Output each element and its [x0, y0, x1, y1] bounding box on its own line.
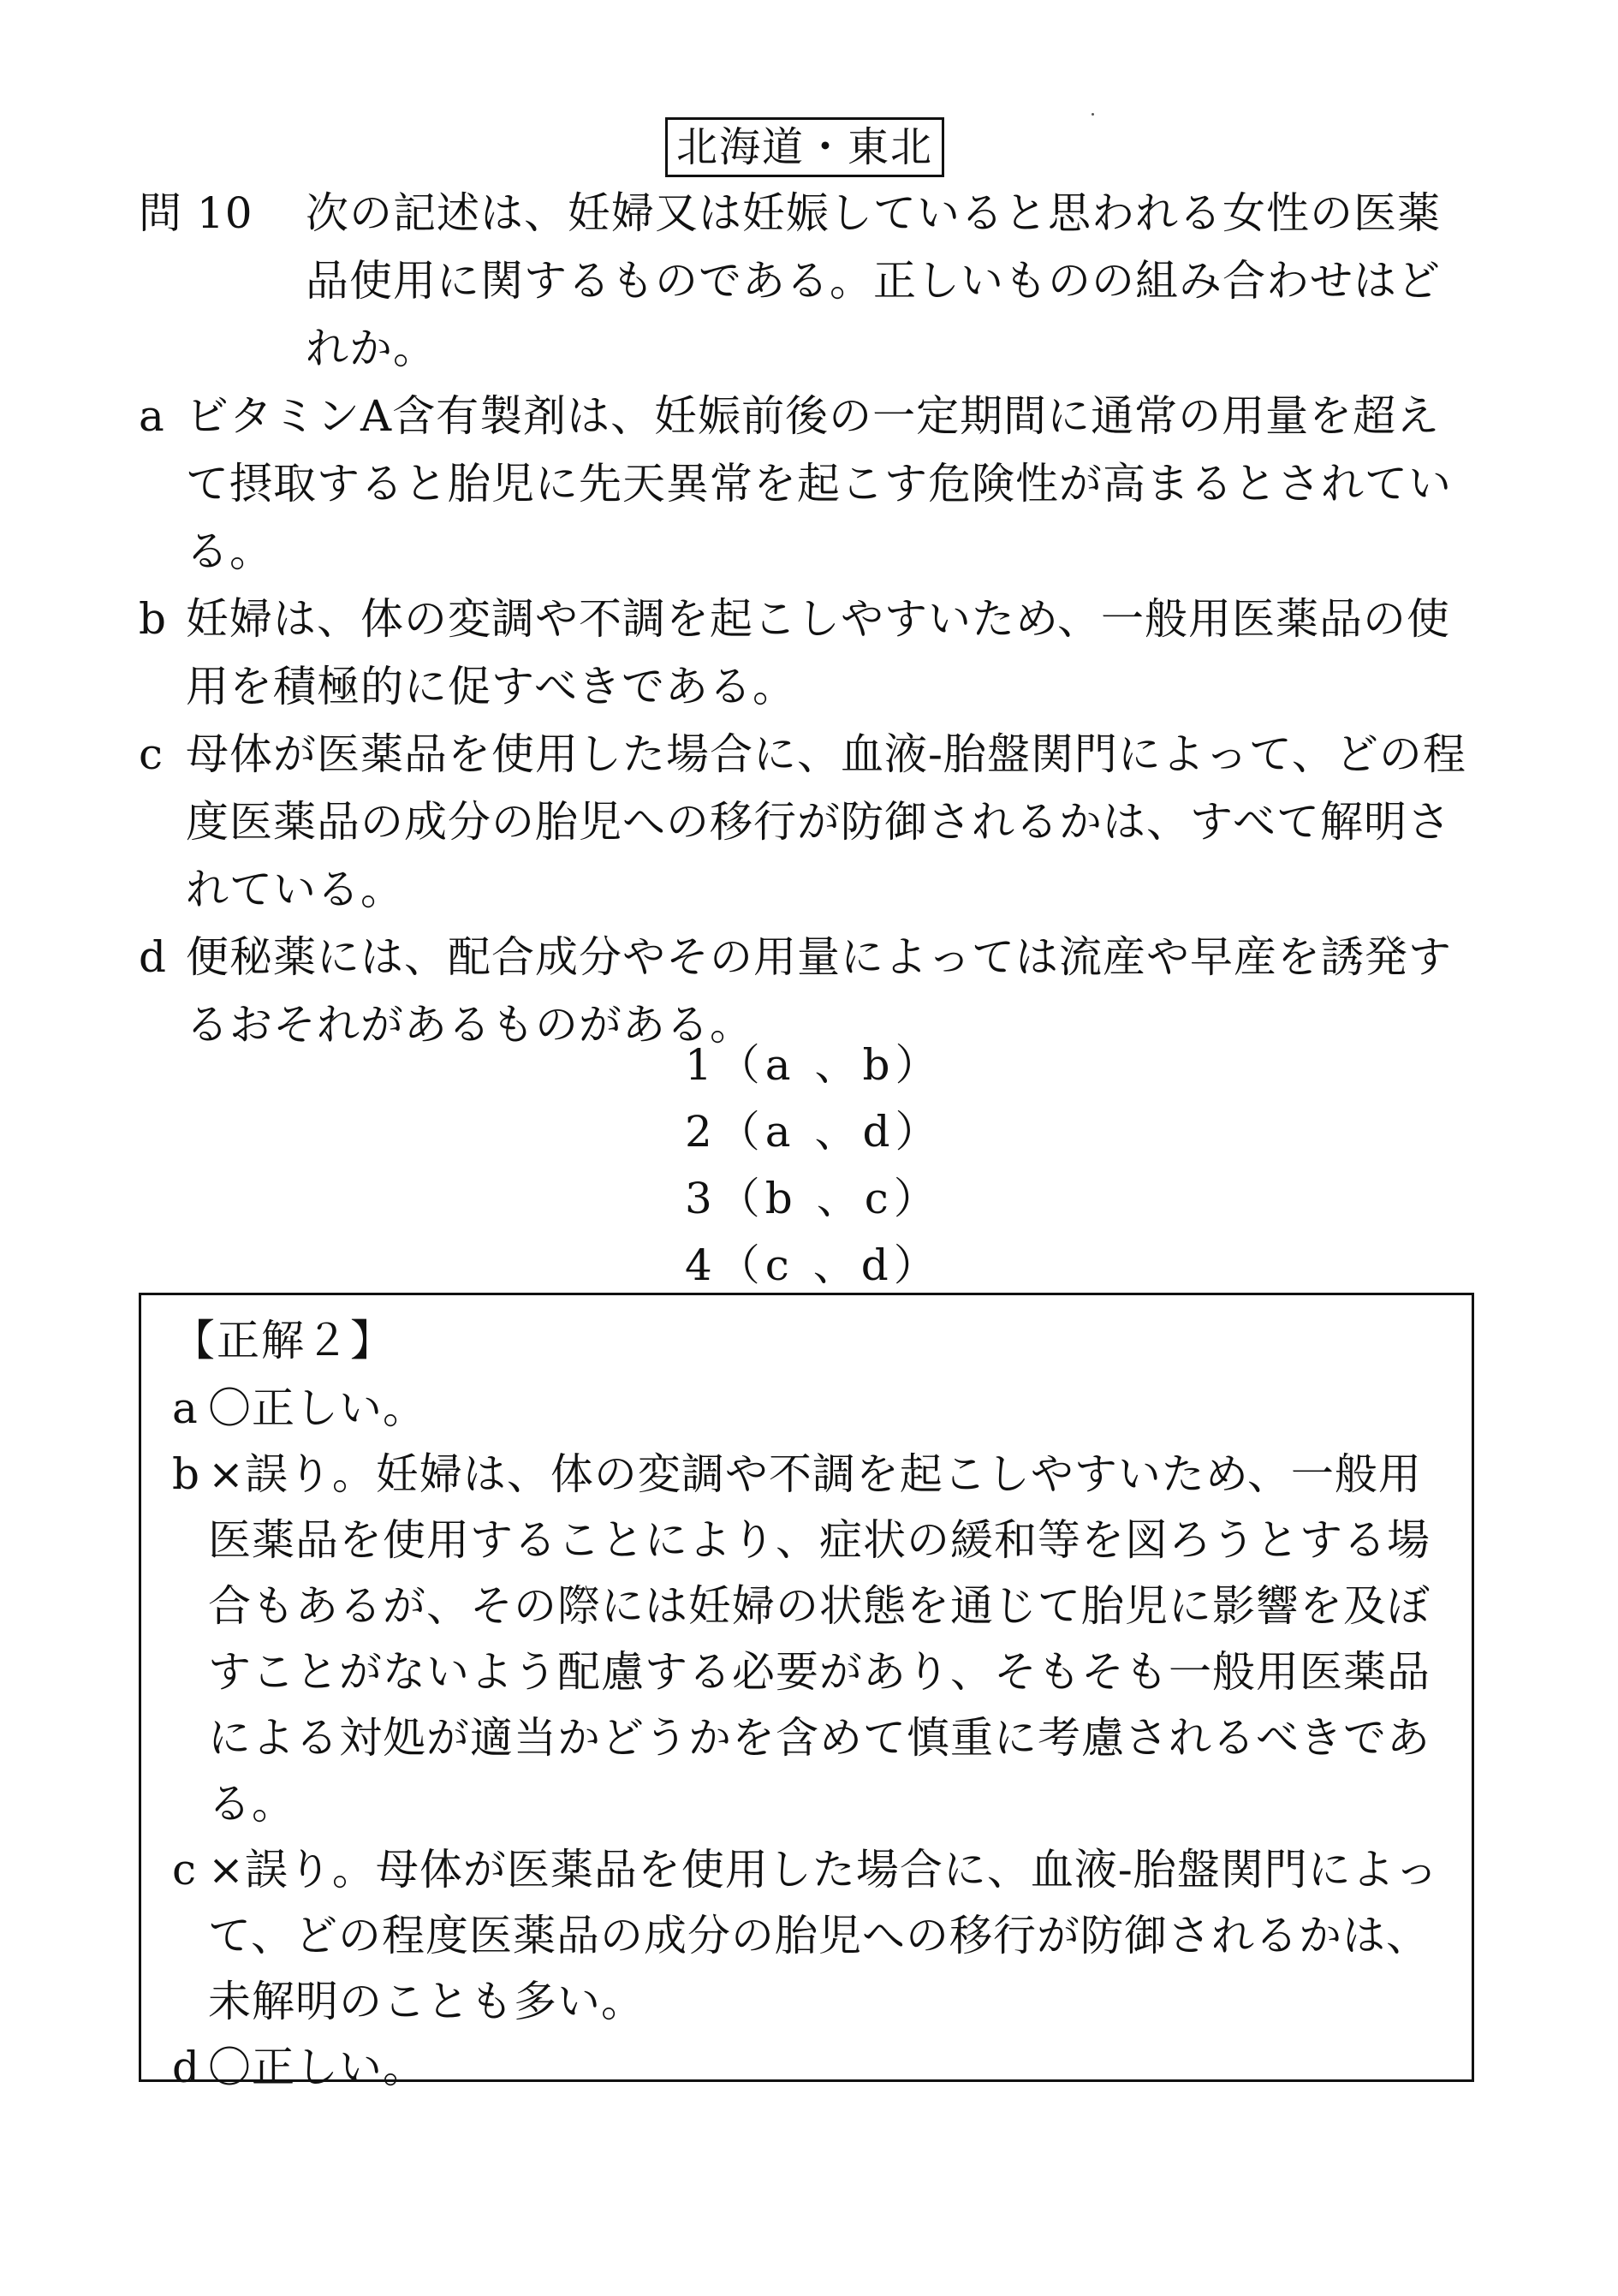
answer-title: 【正解２】	[172, 1316, 395, 1365]
region-label: 北海道・東北	[665, 117, 944, 177]
statement-text: ビタミンA含有製剤は、妊娠前後の一定期間に通常の用量を超えて摂取すると胎児に先天異常を起こす危険性が高まるとされている。	[186, 391, 1452, 576]
explanation-text: ×誤り。母体が医薬品を使用した場合に、血液-胎盤関門によって、どの程度医薬品の成分の胎児への移行が防御されるかは、未解明のことも多い。	[208, 1845, 1439, 2026]
explanation-c	[172, 1837, 1439, 2035]
scan-speck	[1092, 113, 1094, 116]
answer-box	[139, 1293, 1474, 2092]
statement-text: 便秘薬には、配合成分やその用量によっては流産や早産を誘発するおそれがあるものがある。	[186, 932, 1452, 1050]
explanation-label: d	[172, 2043, 201, 2092]
statement-a	[139, 383, 1483, 586]
choice-1: 1（a 、b）	[685, 1040, 943, 1090]
explanation-text: 〇正しい。	[208, 1383, 426, 1433]
statement-text: 妊婦は、体の変調や不調を起こしやすいため、一般用医薬品の使用を積極的に促すべきである。	[186, 594, 1450, 711]
statement-b	[139, 586, 1483, 721]
statement-text: 母体が医薬品を使用した場合に、血液-胎盤関門によって、どの程度医薬品の成分の胎児への移行が防御されるかは、すべて解明されている。	[186, 729, 1466, 914]
question-stem-text: 次の記述は、妊婦又は妊娠していると思われる女性の医薬品使用に関するものである。正しいものの組み合わせはどれか。	[306, 188, 1441, 373]
explanation-b	[172, 1442, 1439, 1837]
choice-3: 3（b 、c）	[685, 1174, 942, 1223]
question-stem	[139, 180, 1483, 383]
explanation-d	[172, 2035, 1439, 2101]
explanation-label: c	[172, 1845, 198, 1894]
explanation-label: b	[172, 1449, 201, 1499]
statement-label: d	[139, 932, 168, 982]
answer-choices	[685, 1032, 943, 1299]
answer-content	[172, 1306, 1439, 2101]
choice-4: 4（c 、d）	[685, 1240, 942, 1290]
statement-c	[139, 721, 1483, 924]
explanation-text: 〇正しい。	[208, 2043, 426, 2092]
explanation-a	[172, 1376, 1439, 1442]
choice-2: 2（a 、d）	[685, 1107, 943, 1157]
statement-label: c	[139, 729, 164, 779]
statement-label: b	[139, 594, 168, 644]
explanation-text: ×誤り。妊婦は、体の変調や不調を起こしやすいため、一般用医薬品を使用することにより、症状の緩和等を図ろうとする場合もあるが、その際には妊婦の状態を通じて胎児に影響を及ぼすことがないよう配慮する必要があり、そもそも一般用医薬品による対処が適当かどうかを含めて慎重に考慮されるべきである。	[208, 1449, 1431, 1829]
explanation-label: a	[172, 1383, 199, 1433]
question-block	[139, 180, 1483, 1059]
statement-label: a	[139, 391, 165, 441]
question-number: 問 10	[139, 188, 253, 238]
